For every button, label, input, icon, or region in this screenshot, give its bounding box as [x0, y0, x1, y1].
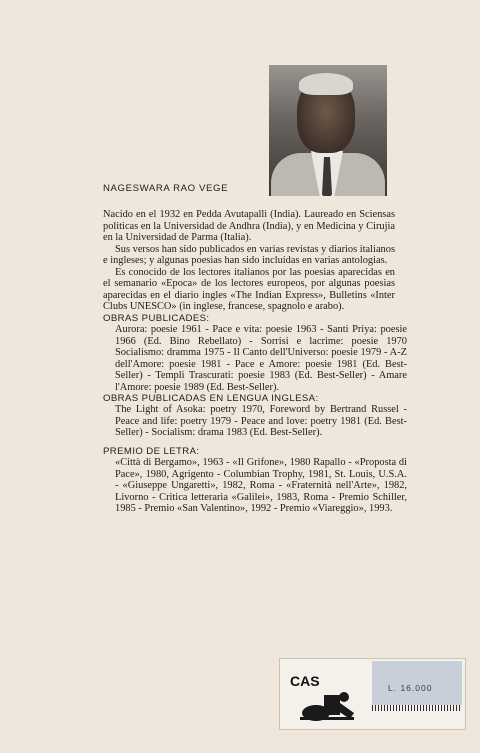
section-body-obras: Aurora: poesie 1961 - Pace e vita: poesie 1963 - Santi Priya: poesie 1966 (Ed. Bino Rebellato) - Sorrisi e lacrime: poesie 1970 Socialismo: dramma 1975 - Il Canto dell'Universo: poesie 1979 - A-Z dell'Amore: poesie 1981 - Pace e Amore: poesie 1981 (Ed. Best-Seller) - Templi Trascurati: poesie 1983 (Ed. Best-Seller) - Amare l'Amore: poesie 1989 (Ed. Best-Seller).: [115, 324, 407, 393]
barcode-icon: [372, 705, 462, 711]
bio-paragraph: Nacido en el 1932 en Pedda Avutapalli (India). Laureado en Sciensas politicas en la Universidad de Andhra (India), y en Medicina y Cirujia en la Universidad de Parma (Italia).: [103, 209, 395, 243]
price-sticker: [279, 658, 466, 730]
bio-paragraph: Sus versos han sido publicados en varias revistas y diarios italianos e ingleses; y algunas poesias han sido incluidas en varias antologias.: [103, 243, 395, 266]
sticker-price: L. 16.000: [388, 683, 433, 693]
bio-block: [103, 209, 395, 313]
author-name: NAGESWARA RAO VEGE: [103, 183, 229, 194]
section-body-english: The Light of Asoka: poetry 1970, Foreword by Bertrand Russel - Peace and life: poetry 1979 - Peace and love: poetry 1981 (Ed. Best-Seller) - Socialism: drama 1983 (Ed. Best-Seller).: [115, 404, 407, 438]
bio-paragraph: Es conocido de los lectores italianos por las poesias aparecidas en el semanario «Epoca» de los lectores europeos, por algunas poesias aparecidas en el diario ingles «The Indian Express», Bulletins «Inter Clubs UNESCO» (in inglese, francese, spagnolo e arabo).: [103, 266, 395, 312]
bookstore-logo-icon: [294, 689, 364, 723]
section-heading-obras: OBRAS PUBLICADES:: [103, 313, 210, 324]
section-heading-premio: PREMIO DE LETRA:: [103, 446, 200, 457]
photo-hair: [299, 73, 353, 95]
author-photo: [269, 65, 387, 196]
sticker-brand: CAS: [290, 673, 320, 689]
section-heading-english: OBRAS PUBLICADAS EN LENGUA INGLESA:: [103, 393, 319, 404]
section-body-premio: «Città di Bergamo», 1963 - «Il Grifone», 1980 Rapallo - «Proposta di Pace», 1980, Agrigento - Columbian Trophy, 1981, St. Louis, U.S.A. - «Giuseppe Ungaretti», 1982, Roma - «Fraternità nell'Arte», 1982, Livorno - Critica letteraria «Galilei», 1983, Roma - Premio Schiller, 1985 - Premio «San Valentino», 1992 - Premio «Viareggio», 1993.: [115, 457, 407, 514]
